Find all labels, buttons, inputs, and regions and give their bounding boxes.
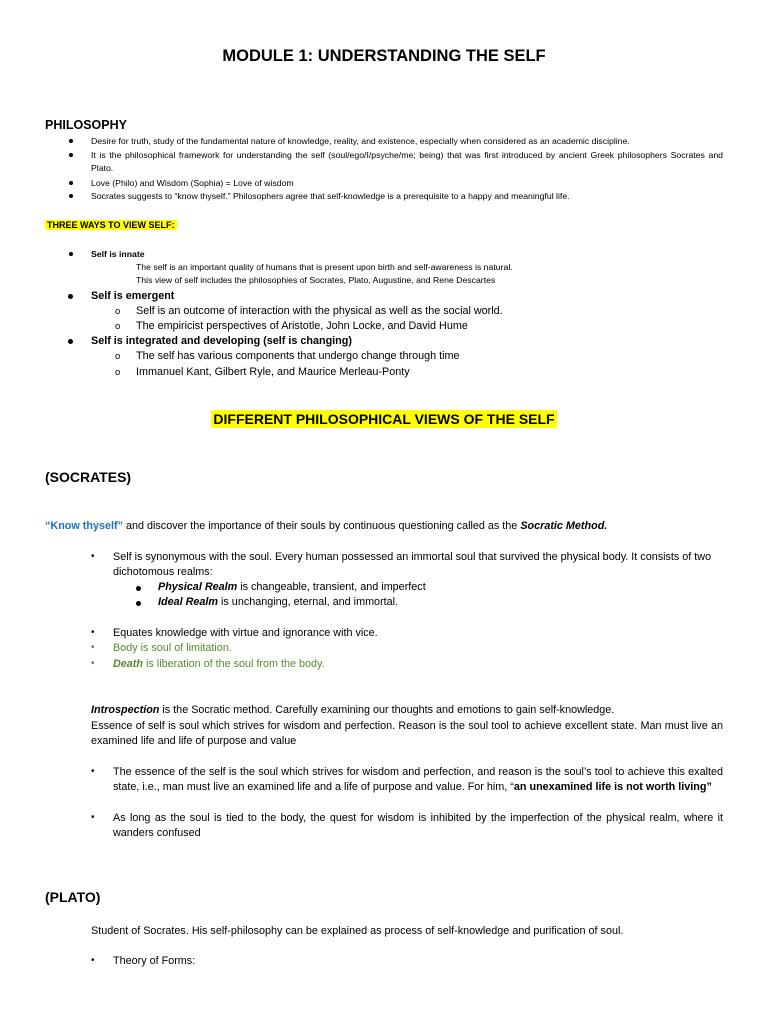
bullet-dot bbox=[69, 252, 73, 256]
self-emergent-label: Self is emergent bbox=[91, 290, 175, 302]
bullet-marker: • bbox=[91, 658, 95, 669]
virtue-bullet: Equates knowledge with virtue and ignorance with vice. bbox=[113, 627, 378, 639]
ideal-realm-item: Ideal Realm is unchanging, eternal, and immortal. bbox=[158, 596, 399, 608]
philosophy-bullet-4: Socrates suggests to “know thyself.” Philosophers agree that self-knowledge is a prerequisite to a happy and meaningful life. bbox=[91, 191, 570, 201]
philosophy-bullet-2: It is the philosophical framework for understanding the self (soul/ego/I/psyche/me; being) that was first introduced by ancient Greek philosophers Socrates and Plato. bbox=[91, 150, 723, 173]
socrates-heading: (SOCRATES) bbox=[45, 469, 132, 485]
plato-heading: (PLATO) bbox=[45, 889, 101, 905]
tied-bullet: As long as the soul is tied to the body, the quest for wisdom is inhibited by the imperfection of the physical realm, where it wanders confused bbox=[113, 812, 723, 840]
bullet-dot bbox=[136, 586, 141, 591]
self-integrated-sub-2: Immanuel Kant, Gilbert Ryle, and Maurice Merleau-Ponty bbox=[136, 366, 410, 378]
bullet-dot bbox=[68, 339, 73, 344]
bullet-marker: • bbox=[91, 551, 95, 562]
introspection-line: Introspection is the Socratic method. Carefully examining our thoughts and emotions to gain self-knowledge. bbox=[91, 704, 615, 716]
views-heading: DIFFERENT PHILOSOPHICAL VIEWS OF THE SELF bbox=[213, 411, 555, 427]
self-innate-line-2: This view of self includes the philosophies of Socrates, Plato, Augustine, and Rene Descartes bbox=[136, 275, 496, 285]
plato-intro: Student of Socrates. His self-philosophy can be explained as process of self-knowledge and purification of soul. bbox=[91, 925, 624, 937]
bullet-marker: • bbox=[91, 955, 95, 966]
death-bullet: Death is liberation of the soul from the body. bbox=[113, 658, 325, 670]
bullet-marker: • bbox=[91, 642, 95, 653]
philosophy-heading: PHILOSOPHY bbox=[45, 118, 127, 132]
self-innate-label: Self is innate bbox=[91, 249, 145, 259]
bullet-dot bbox=[69, 181, 73, 185]
self-emergent-sub-1: Self is an outcome of interaction with the physical as well as the social world. bbox=[136, 305, 503, 317]
sub-bullet-marker: o bbox=[115, 321, 121, 332]
essence-paragraph: Essence of self is soul which strives for wisdom and perfection. Reason is the soul tool to achieve excellent state. Man must live an examined life and life of purpose and value bbox=[91, 720, 723, 748]
sub-bullet-marker: o bbox=[115, 306, 121, 317]
bullet-dot bbox=[69, 139, 73, 143]
bullet-marker: • bbox=[91, 812, 95, 823]
bullet-dot bbox=[136, 601, 141, 606]
sub-bullet-marker: o bbox=[115, 351, 121, 362]
bullet-dot bbox=[69, 153, 73, 157]
bullet-marker: • bbox=[91, 627, 95, 638]
self-emergent-sub-2: The empiricist perspectives of Aristotle, John Locke, and David Hume bbox=[136, 320, 468, 332]
physical-realm-item: Physical Realm is changeable, transient, and imperfect bbox=[158, 581, 426, 593]
document-title: MODULE 1: UNDERSTANDING THE SELF bbox=[222, 47, 546, 65]
three-ways-heading: THREE WAYS TO VIEW SELF: bbox=[47, 220, 175, 230]
bullet-dot bbox=[68, 294, 73, 299]
bullet-dot bbox=[69, 194, 73, 198]
self-innate-line-1: The self is an important quality of humans that is present upon birth and self-awareness is natural. bbox=[136, 262, 513, 272]
know-thyself-quote: “Know thyself” bbox=[45, 520, 123, 532]
theory-of-forms: Theory of Forms: bbox=[113, 955, 196, 967]
bullet-marker: • bbox=[91, 766, 95, 777]
soul-bullet: Self is synonymous with the soul. Every human possessed an immortal soul that survived the physical body. It consists of two dichotomous realms: bbox=[113, 551, 712, 579]
philosophy-bullet-3: Love (Philo) and Wisdom (Sophia) = Love of wisdom bbox=[91, 178, 294, 188]
self-integrated-label: Self is integrated and developing (self is changing) bbox=[91, 335, 352, 347]
essence-bullet: The essence of the self is the soul which strives for wisdom and perfection, and reason is the soul’s tool to achieve this exalted state, i.e., man must live an examined life and a life of purpose and value. For him, “an unexamined life is not worth living” bbox=[113, 766, 723, 794]
socrates-intro: “Know thyself” and discover the importance of their souls by continuous questioning called as the Socratic Method. bbox=[45, 520, 608, 532]
sub-bullet-marker: o bbox=[115, 367, 121, 378]
self-integrated-sub-1: The self has various components that undergo change through time bbox=[136, 350, 460, 362]
body-bullet: Body is soul of limitation. bbox=[113, 642, 232, 654]
philosophy-bullet-1: Desire for truth, study of the fundamental nature of knowledge, reality, and existence, especially when considered as an academic discipline. bbox=[91, 136, 630, 146]
socratic-method: Socratic Method. bbox=[520, 520, 608, 532]
